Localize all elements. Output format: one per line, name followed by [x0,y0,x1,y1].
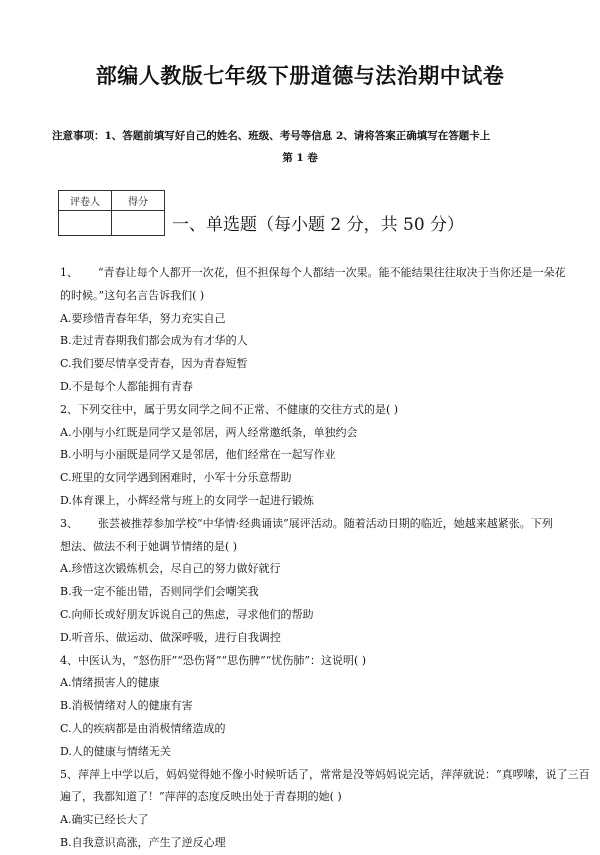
option-c: C.我们要尽情享受青春，因为青春短暂 [60,357,248,371]
option-b: B.走过青春期我们都会成为有才华的人 [60,334,248,348]
question-stem: 3、 张芸被推荐参加学校“中华情·经典诵读”展评活动。随着活动日期的临近，她越来越紧张。下列 [60,513,560,536]
option-b: B.我一定不能出错，否则同学们会嘲笑我 [60,585,259,599]
grader-header: 评卷人 [59,191,112,211]
question-stem-cont: 的时候。”这句名言告诉我们( ) [60,288,205,302]
option-a: A.情绪损害人的健康 [60,676,160,690]
option-a: A.珍惜这次锻炼机会，尽自己的努力做好就行 [60,562,281,576]
grader-table [58,190,165,236]
question-stem: 5、萍萍上中学以后，妈妈觉得她不像小时候听话了，常常是没等妈妈说完话，萍萍就说：“真啰嗦，说了三百 [60,767,590,781]
question-number: 5、 [60,767,78,781]
question-number: 4、 [60,653,78,667]
option-b: B.消极情绪对人的健康有害 [60,699,193,713]
notice-text: 注意事项：1、答题前填写好自己的姓名、班级、考号等信息 2、请将答案正确填写在答题卡上 [52,130,491,142]
volume-label: 第 1 卷 [282,152,318,164]
option-d: D.听音乐、做运动、做深呼吸，进行自我调控 [60,630,281,644]
option-b: B.自我意识高涨，产生了逆反心理 [60,835,226,849]
option-a: A.确实已经长大了 [60,813,149,827]
question-stem: 1、 “青春让每个人都开一次花，但不担保每个人都结一次果。能不能结果往往取决于当你还是一朵花 [60,262,560,285]
option-b: B.小明与小丽既是同学又是邻居，他们经常在一起写作业 [60,448,336,462]
question-number: 2、 [60,402,78,416]
question-number: 1、 [60,266,78,279]
question-stem-cont: 遍了，我都知道了！”萍萍的态度反映出处于青春期的她( ) [60,790,342,804]
question-list [60,262,590,855]
question-number: 3、 [60,516,78,530]
option-d: D.体育课上，小辉经常与班上的女同学一起进行锻炼 [60,493,314,507]
grader-cell [59,211,112,236]
question-stem-cont: 想法、做法不利于她调节情绪的是( ) [60,539,238,553]
exam-title: 部编人教版七年级下册道德与法治期中试卷 [95,63,505,88]
option-c: C.人的疾病都是由消极情绪造成的 [60,721,226,735]
section-title: 一、单选题（每小题 2 分，共 50 分） [172,215,465,235]
score-header: 得分 [112,191,165,211]
option-d: D.不是每个人都能拥有青春 [60,379,193,393]
option-d: D.人的健康与情绪无关 [60,744,171,758]
question-stem: 4、中医认为，“怒伤肝”“恐伤肾”“思伤脾”“忧伤肺”：这说明( ) [60,653,367,667]
option-c: C.班里的女同学遇到困难时，小军十分乐意帮助 [60,471,292,485]
question-stem: 2、下列交往中，属于男女同学之间不正常、不健康的交往方式的是( ) [60,402,399,416]
option-c: C.向师长或好朋友诉说自己的焦虑，寻求他们的帮助 [60,607,314,621]
option-a: A.要珍惜青春年华，努力充实自己 [60,311,226,325]
score-cell [112,211,165,236]
option-a: A.小刚与小红既是同学又是邻居，两人经常邀纸条，单独约会 [60,425,358,439]
